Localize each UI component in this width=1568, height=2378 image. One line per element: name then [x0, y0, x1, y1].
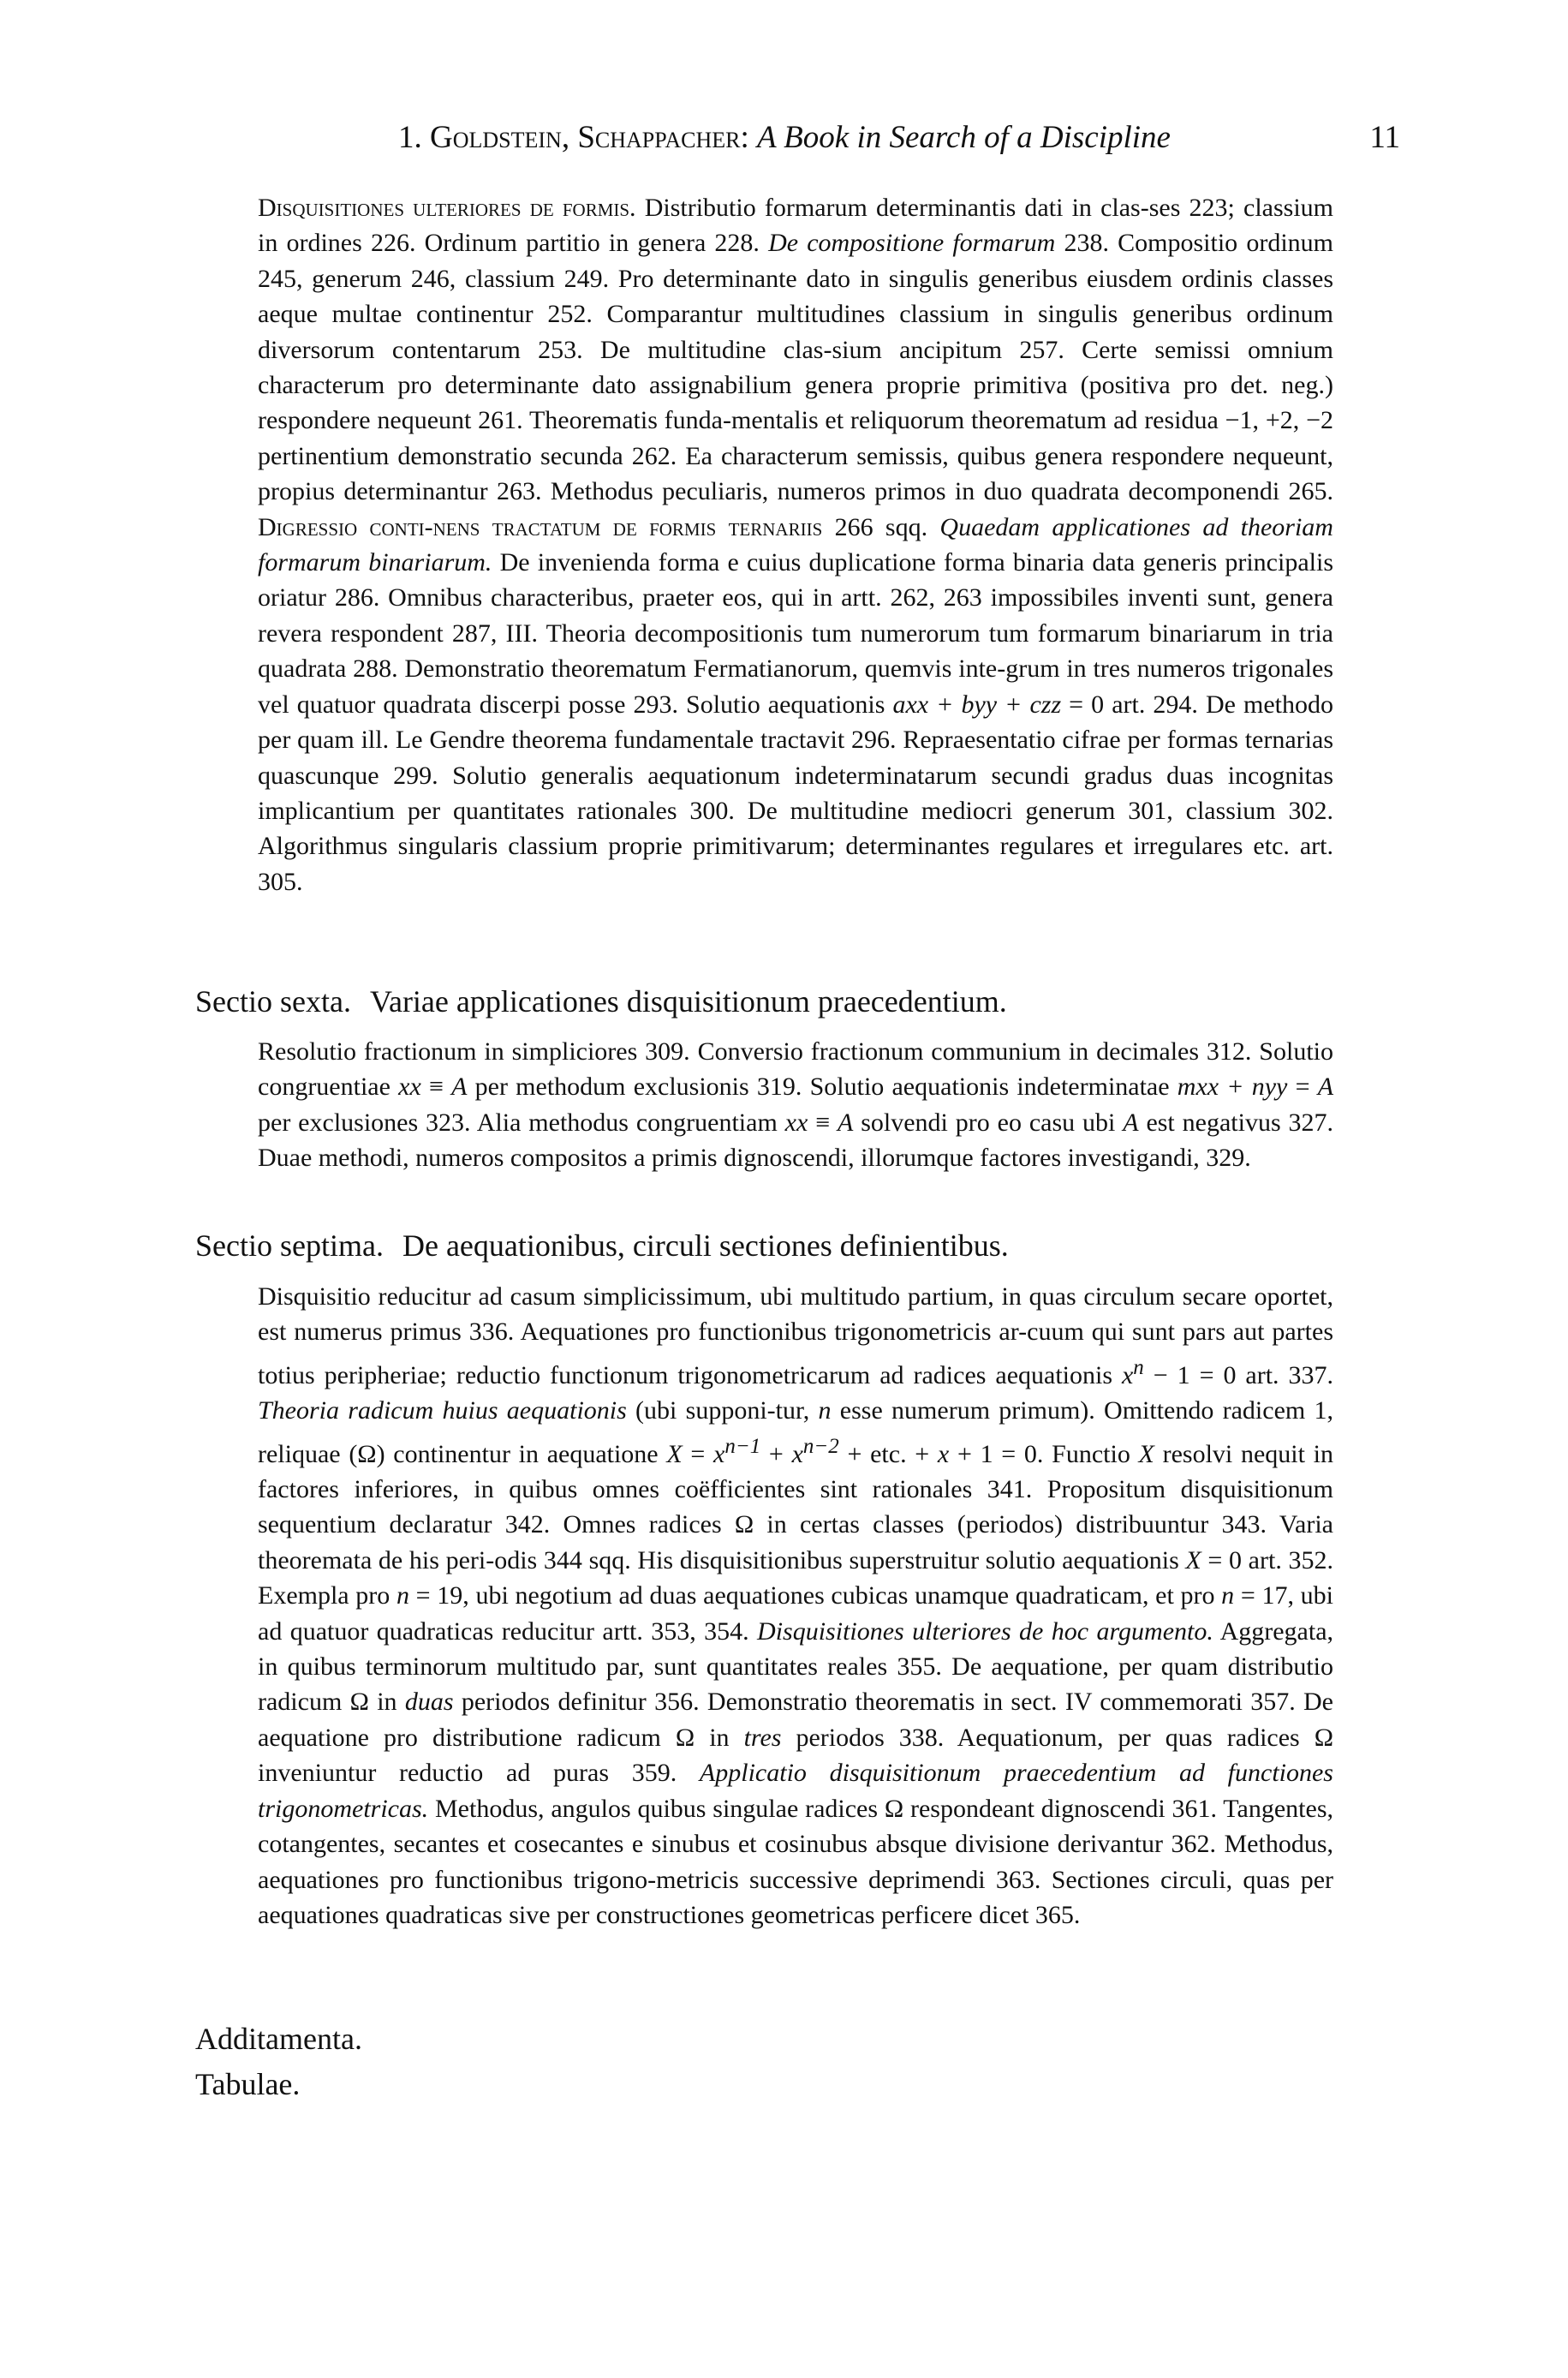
text-run: ≡: [808, 1108, 838, 1137]
section-six-paragraph: [258, 1034, 1333, 1176]
page-number: 11: [1369, 120, 1400, 155]
math-expression: X: [666, 1439, 683, 1468]
header-author-goldstein: Goldstein: [430, 120, 562, 155]
math-expression: X: [1138, 1439, 1154, 1468]
math-expression: X: [1185, 1545, 1201, 1574]
text-run: + etc. +: [838, 1439, 938, 1468]
math-superscript: n−1: [724, 1434, 761, 1458]
italic-run: duas: [404, 1688, 454, 1717]
text-run: Distributio formarum determinantis dati in clas-ses 223; classium in ordines 226. Ordinum partitio in genera 228.: [258, 194, 1333, 258]
math-expression: A: [1317, 1072, 1334, 1102]
additamenta-heading: Additamenta.: [195, 2022, 362, 2056]
text-run: Methodus, angulos quibus singulae radices Ω respondeant dignoscendi 361. Tangentes, cotangentes, secantes et cosecantes e sinubus et cosinubus absque divisione derivantur 362. Methodus, aequationes pro functionibus trigono-metricis successive deprimendi 363. Sectiones circuli, quas per aequationes quadraticas sive per constructiones geometricas perficere dicet 365.: [258, 1794, 1333, 1929]
header-colon: :: [740, 120, 757, 155]
math-expression: n: [1221, 1581, 1235, 1610]
text-run: +: [760, 1439, 792, 1468]
text-run: − 1 = 0 art. 337.: [1143, 1360, 1333, 1389]
math-expression: mxx + nyy: [1177, 1072, 1288, 1102]
math-expression: xx: [784, 1108, 808, 1137]
italic-run: Disquisitiones ulteriores de hoc argumento.: [757, 1616, 1213, 1646]
italic-run: Quaedam applicationes ad theoriam formarum binariarum.: [258, 512, 1333, 577]
section-five-continuation: [258, 190, 1333, 899]
text-run: esse numerum primum). Omittendo radicem 1, reliquae (Ω) continentur in aequatione: [258, 1396, 1333, 1468]
text-run: est negativus 327. Duae methodi, numeros compositos a primis dignoscendi, illorumque factores investigandi, 329.: [258, 1108, 1334, 1173]
text-run: Aggregata, in quibus terminorum multitudo par, sunt quantitates reales 355. De aequatione, per quam distributio radicum Ω in: [258, 1616, 1334, 1717]
tabulae-heading: Tabulae.: [195, 2067, 301, 2101]
math-superscript: n: [1133, 1355, 1144, 1379]
math-expression: xx: [398, 1072, 421, 1102]
math-expression: x: [1121, 1360, 1134, 1389]
header-title: A Book in Search of a Discipline: [756, 120, 1171, 155]
italic-run: De compositione formarum: [768, 229, 1056, 258]
text-run: 266 sqq.: [822, 512, 940, 541]
text-run: (ubi supponi-tur,: [626, 1396, 819, 1425]
math-expression: x: [791, 1439, 803, 1468]
math-expression: A: [1123, 1108, 1139, 1137]
header-author-schappacher: Schappacher: [577, 120, 741, 155]
math-expression: x: [937, 1439, 950, 1468]
math-expression: A: [838, 1108, 854, 1137]
section-six-label: Sectio sexta.: [195, 984, 351, 1019]
section-seven-label: Sectio septima.: [195, 1228, 384, 1263]
text-run: Disquisitio reducitur ad casum simplicissimum, ubi multitudo partium, in quas circulum secare oportet, est numerus primus 336. Aequationes pro functionibus trigonometricis ar-cuum qui sunt pars aut partes totius peripheriae; reductio functionum trigonometricarum ad radices aequationis: [258, 1282, 1333, 1389]
text-run: + 1 = 0. Functio: [949, 1439, 1139, 1468]
text-run: =: [1287, 1072, 1318, 1102]
text-run: 238. Compositio ordinum 245, generum 246, classium 249. Pro determinante dato in singulis generibus eiusdem ordinis classes aeque multae continentur 252. Comparantur multitudines classium in singulis generibus ordinum diversorum contentarum 253. De multitudine clas-sium ancipitum 257. Certe semissi omnium characterum pro determinante dato assignabilium genera proprie primitiva (positiva pro det. neg.) respondere nequeunt 261. Theorematis funda-mentalis et reliquorum theorematum ad residua −1, +2, −2 pertinentium demonstratio secunda 262. Ea characterum semissis, quibus genera respondere nequeunt, propius determinantur 263. Methodus peculiaris, numeros primos in duo quadrata decomponendi 265.: [258, 229, 1333, 506]
text-run: =: [682, 1439, 714, 1468]
header-prefix: 1.: [398, 120, 430, 155]
text-run: ≡: [420, 1072, 452, 1102]
section-six-heading: [195, 982, 1007, 1021]
text-run: De invenienda forma e cuius duplicatione forma binaria data generis principalis oriatur 286. Omnibus characteribus, praeter eos, qui in artt. 262, 263 impossibiles inventi sunt, genera revera respondent 287, III. Theoria decompositionis tum numerorum tum formarum binariarum in tria quadrata 288. Demonstratio theorematum Fermatianorum, quemvis inte-grum in tres numeros trigonales vel quatuor quadrata discerpi posse 293. Solutio aequationis: [258, 548, 1333, 719]
math-expression: n: [396, 1581, 409, 1610]
text-run: periodos definitur 356. Demonstratio theorematis in sect. IV commemorati 357. De aequatione pro distributione radicum Ω in: [258, 1688, 1333, 1752]
text-run: solvendi pro eo casu ubi: [853, 1108, 1124, 1137]
math-expression: axx + byy + czz: [892, 690, 1062, 719]
section-seven-paragraph: [258, 1279, 1333, 1933]
italic-run: Applicatio disquisitionum praecedentium ad functiones trigonometricas.: [258, 1759, 1333, 1823]
section-six-title: Variae applicationes disquisitionum praecedentium.: [369, 984, 1007, 1019]
section-seven-heading: [195, 1226, 1009, 1265]
italic-run: Theoria radicum huius aequationis: [258, 1396, 627, 1425]
text-run: Resolutio fractionum in simpliciores 309. Conversio fractionum communium in decimales 312. Solutio congruentiae: [258, 1037, 1333, 1102]
text-run: = 0 art. 294. De methodo per quam ill. Le Gendre theorema fundamentale tractavit 296. Repraesentatio cifrae per formas ternarias quascunque 299. Solutio generalis aequationum indeterminatarum secundi gradus duas incognitas implicantium per quantitates rationales 300. De multitudine mediocri generum 301, classium 302. Algorithmus singularis classium proprie primitivarum; determinantes regulares et irregulares etc. art. 305.: [258, 690, 1333, 896]
disquisitiones-heading: Disquisitiones ulteriores de formis.: [258, 194, 636, 222]
math-superscript: n−2: [802, 1434, 839, 1458]
digressio-heading: Digressio conti-nens tractatum de formis ternariis: [258, 512, 823, 541]
header-author-separator: ,: [561, 120, 578, 155]
text-run: per methodum exclusionis 319. Solutio aequationis indeterminatae: [467, 1072, 1177, 1102]
text-run: = 0 art. 352. Exempla pro: [258, 1545, 1333, 1610]
italic-run: tres: [743, 1723, 782, 1752]
running-header: [398, 118, 1400, 158]
text-run: = 17, ubi ad quatuor quadraticas reducitur artt. 353, 354.: [258, 1581, 1333, 1646]
section-seven-body: [258, 1279, 1333, 1933]
math-expression: x: [713, 1439, 725, 1468]
section-seven-title: De aequationibus, circuli sectiones definientibus.: [402, 1228, 1009, 1263]
text-run: resolvi nequit in factores inferiores, in quibus omnes coëfficientes sint rationales 341. Propositum disquisitionum sequentium declaratur 342. Omnes radices Ω in certas classes (periodos) distribuuntur 343. Varia theoremata de his peri-odis 344 sqq. His disquisitionibus superstruitur solutio aequationis: [258, 1439, 1333, 1574]
text-run: periodos 338. Aequationum, per quas radices Ω inveniuntur reductio ad puras 359.: [258, 1723, 1334, 1788]
text-run: per exclusiones 323. Alia methodus congruentiam: [258, 1108, 785, 1137]
math-expression: A: [451, 1072, 468, 1102]
text-run: = 19, ubi negotium ad duas aequationes cubicas unamque quadraticam, et pro: [408, 1581, 1222, 1610]
math-expression: n: [818, 1396, 832, 1425]
section-six-body: [258, 1034, 1333, 1176]
section-five-paragraph: [258, 190, 1333, 899]
